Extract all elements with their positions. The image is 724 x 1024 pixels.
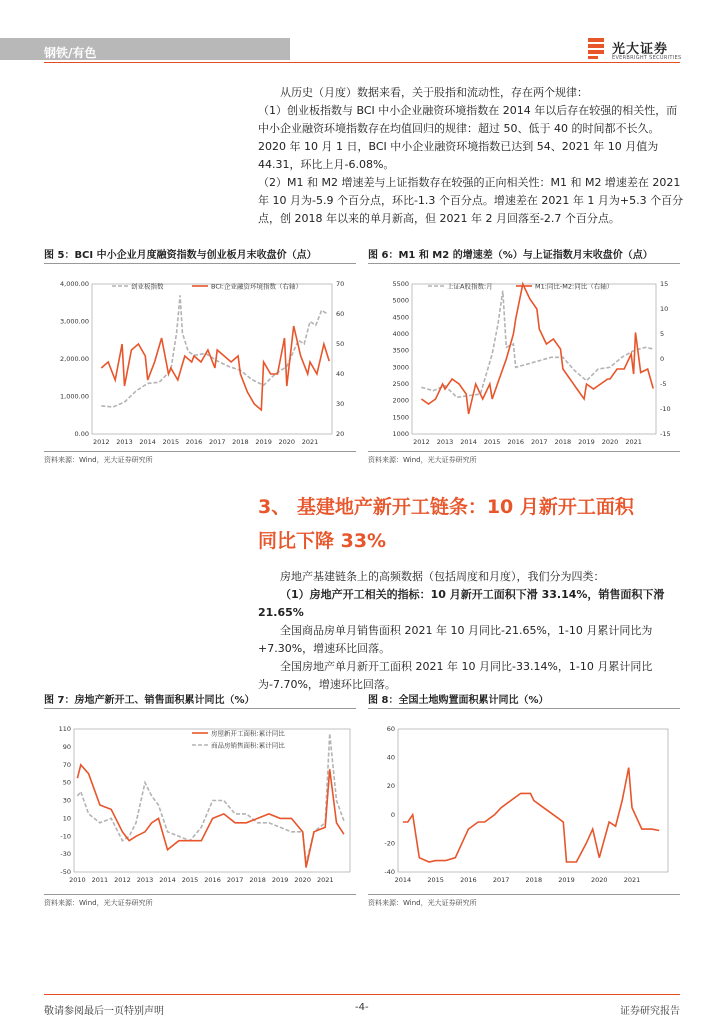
fig7-xtick: 2017 — [226, 876, 244, 884]
fig5-bottom-divider — [44, 451, 356, 452]
intro-block — [258, 84, 686, 228]
fig8-title: 图 8：全国土地购置面积累计同比（%） — [368, 695, 549, 706]
fig5-chart — [44, 270, 356, 450]
section-heading-line-2: 同比下降 33% — [258, 530, 387, 552]
fig5-xtick: 2020 — [278, 438, 296, 446]
fig7-xtick: 2020 — [294, 876, 311, 884]
fig6-chart — [368, 270, 680, 450]
fig7-ytick-left: 90 — [62, 742, 71, 751]
header-divider — [44, 62, 680, 63]
fig7-ytick-left: 50 — [62, 778, 71, 787]
fig5-ytick-left: 0.00 — [74, 430, 89, 438]
fig7-xtick: 2010 — [69, 876, 86, 884]
fig5-ytick-right: 30 — [336, 400, 345, 408]
fig7-xtick: 2013 — [136, 876, 154, 884]
fig6-xtick: 2017 — [531, 438, 548, 446]
fig7-ytick-left: -50 — [60, 868, 71, 876]
fig7-chart — [44, 715, 356, 890]
logo-icon — [586, 36, 606, 60]
fig7-title: 图 7：房地产新开工、销售面积累计同比（%） — [44, 695, 255, 706]
fig7-ytick-left: 110 — [58, 725, 71, 733]
fig5-ytick-right: 60 — [336, 310, 345, 318]
fig8-xtick: 2021 — [623, 876, 641, 884]
fig7-ytick-left: -30 — [60, 850, 71, 859]
fig5-xtick: 2013 — [116, 438, 133, 446]
fig5-series-chinext — [101, 295, 327, 407]
fig6-divider — [368, 263, 680, 264]
fig7-xtick: 2014 — [159, 876, 176, 884]
footer-report-type: 证券研究报告 — [620, 1006, 680, 1017]
fig7-legend-label: 房屋新开工面积:累计同比 — [211, 729, 285, 738]
fig7-xtick: 2016 — [204, 876, 221, 884]
fig8-xtick: 2015 — [427, 876, 444, 884]
fig5-xtick: 2012 — [93, 438, 110, 446]
fig8-xtick: 2017 — [492, 876, 510, 884]
fig6-ytick-left: 5500 — [392, 280, 409, 288]
fig7-xtick: 2018 — [249, 876, 266, 884]
fig8-ytick-left: -40 — [384, 868, 395, 876]
fig7-divider — [44, 708, 356, 709]
logo-text: 光大证券 — [612, 42, 669, 57]
fig6-ytick-left: 3000 — [392, 363, 409, 372]
fig8-divider — [368, 708, 680, 709]
fig7-xtick: 2015 — [181, 876, 199, 884]
footer-divider — [44, 994, 680, 995]
fig5-ytick-left: 4,000.00 — [60, 280, 89, 288]
intro-para-1: 从历史（月度）数据来看，关于股指和流动性，存在两个规律： — [280, 86, 588, 99]
fig6-ytick-left: 1500 — [392, 413, 409, 422]
sector-label: 钢铁/有色 — [44, 46, 97, 60]
body3-para-4: 全国房地产单月新开工面积 2021 年 10 月同比-33.14%，1-10 月累计同比为-7.70%，增速环比回落。 — [258, 660, 653, 691]
fig5-xtick: 2014 — [139, 438, 156, 446]
fig8-xtick: 2018 — [525, 876, 543, 884]
fig6-xtick: 2013 — [436, 438, 454, 446]
fig6-ytick-left: 2500 — [392, 380, 409, 388]
fig6-xtick: 2014 — [460, 438, 477, 446]
fig6-plot-frame — [412, 284, 656, 434]
fig8-source: 资料来源：Wind，光大证券研究所 — [368, 899, 477, 907]
fig6-ytick-right: 15 — [660, 280, 669, 288]
fig7-bottom-divider — [44, 894, 356, 895]
fig8-series-land — [403, 768, 659, 862]
intro-para-2: （1）创业板指数与 BCI 中小企业融资环境指数在 2014 年以后存在较强的相关性，而中小企业融资环境指数存在均值回归的规律：超过 50、低于 40 的时间都不长久。2020 年 10 月 1 日，BCI 中小企业融资环境指数已达到 54、2021 年 10 月值为 44.31，环比上月-6.08%。 — [258, 104, 678, 171]
fig6-ytick-left: 3500 — [392, 346, 409, 355]
body3-para-3: 全国商品房单月销售面积 2021 年 10 月同比-21.65%，1-10 月累计同比为+7.30%，增速环比回落。 — [258, 624, 653, 655]
fig8-xtick: 2016 — [460, 876, 477, 884]
fig8-ytick-left: 60 — [386, 725, 395, 733]
fig6-ytick-left: 2000 — [392, 396, 409, 405]
fig8-xtick: 2019 — [558, 876, 575, 884]
fig6-ytick-right: -10 — [660, 405, 671, 413]
fig5-title: 图 5：BCI 中小企业月度融资指数与创业板月末收盘价（点） — [44, 250, 317, 261]
fig6-series-m1m2 — [421, 284, 653, 414]
body3-para-1: 房地产基建链条上的高频数据（包括周度和月度），我们分为四类： — [280, 570, 605, 583]
fig6-ytick-right: -15 — [660, 430, 671, 438]
logo-subtext: EVERBRIGHT SECURITIES — [612, 55, 682, 61]
fig5-series-bci — [101, 326, 329, 410]
section-heading-line-1: 3、 基建地产新开工链条：10 月新开工面积 — [258, 496, 634, 518]
fig5-xtick: 2021 — [301, 438, 319, 446]
fig8-ytick-left: 20 — [386, 782, 395, 791]
fig7-xtick: 2012 — [114, 876, 131, 884]
fig8-xtick: 2020 — [590, 876, 608, 884]
body3-block — [258, 568, 686, 694]
page-number: -4- — [355, 1002, 369, 1013]
fig6-bottom-divider — [368, 451, 680, 452]
fig7-xtick: 2019 — [271, 876, 289, 884]
fig8-ytick-left: 0 — [390, 810, 395, 819]
fig5-legend-label: 创业板指数 — [131, 282, 164, 291]
intro-para-3: （2）M1 和 M2 增速差与上证指数存在较强的正向相关性：M1 和 M2 增速差在 2021 年 10 月为-5.9 个百分点，环比-1.3 个百分点。增速差在 2021 年 1 月为+5.3 个百分点，创 2018 年以来的单月新高，但 2021 年 2 月回落至-2.7 个百分点。 — [258, 176, 684, 225]
fig8-ytick-left: 40 — [386, 753, 395, 762]
fig5-ytick-left: 3,000.00 — [60, 317, 89, 326]
fig8-bottom-divider — [368, 894, 680, 895]
fig7-legend-label: 商品房销售面积:累计同比 — [211, 741, 285, 750]
fig5-xtick: 2017 — [208, 438, 226, 446]
fig8-ytick-left: -20 — [384, 839, 395, 848]
fig6-ytick-left: 4500 — [392, 313, 409, 322]
fig7-ytick-left: 10 — [62, 814, 71, 823]
fig6-ytick-right: 5 — [660, 330, 665, 338]
fig5-source: 资料来源：Wind，光大证券研究所 — [44, 456, 153, 464]
fig5-ytick-right: 70 — [336, 280, 345, 288]
fig6-ytick-left: 4000 — [392, 330, 409, 338]
fig7-xtick: 2021 — [316, 876, 334, 884]
fig6-xtick: 2018 — [554, 438, 572, 446]
fig5-xtick: 2016 — [185, 438, 203, 446]
fig5-legend-label: BCI:企业融资环境指数（右轴） — [211, 282, 302, 291]
fig7-ytick-left: -10 — [60, 832, 71, 841]
fig6-ytick-right: 0 — [660, 355, 665, 363]
footer-disclaimer: 敬请参阅最后一页特别声明 — [44, 1006, 164, 1017]
fig6-title: 图 6：M1 和 M2 的增速差（%）与上证指数月末收盘价（点） — [368, 250, 653, 261]
fig7-ytick-left: 70 — [62, 760, 71, 769]
fig6-legend-label: M1:同比-M2:同比（右轴） — [535, 282, 614, 291]
fig6-source: 资料来源：Wind，光大证券研究所 — [368, 456, 477, 464]
fig5-ytick-left: 1,000.00 — [60, 392, 89, 401]
fig7-ytick-left: 30 — [62, 796, 71, 805]
fig6-ytick-right: -5 — [660, 380, 667, 388]
fig6-legend-label: 上证A股指数:月 — [447, 282, 493, 291]
fig7-xtick: 2011 — [91, 876, 109, 884]
fig5-divider — [44, 263, 356, 264]
fig7-series-newstarts — [77, 765, 344, 868]
fig8-chart — [368, 715, 680, 890]
fig5-ytick-right: 20 — [336, 430, 345, 438]
fig6-ytick-right: 10 — [660, 305, 669, 313]
fig6-xtick: 2019 — [578, 438, 595, 446]
fig5-ytick-right: 40 — [336, 370, 345, 378]
fig5-xtick: 2015 — [162, 438, 180, 446]
fig5-ytick-right: 50 — [336, 340, 345, 348]
fig6-xtick: 2021 — [625, 438, 642, 446]
fig5-xtick: 2018 — [232, 438, 249, 446]
fig6-xtick: 2015 — [483, 438, 501, 446]
fig7-source: 资料来源：Wind，光大证券研究所 — [44, 899, 153, 907]
fig6-ytick-left: 1000 — [392, 430, 409, 438]
fig6-xtick: 2012 — [413, 438, 430, 446]
fig6-ytick-left: 5000 — [392, 296, 409, 305]
fig6-xtick: 2016 — [507, 438, 525, 446]
fig5-ytick-left: 2,000.00 — [60, 355, 89, 363]
body3-para-2: （1）房地产开工相关的指标：10 月新开工面积下滑 33.14%，销售面积下滑 21.65% — [258, 588, 665, 619]
fig5-xtick: 2019 — [255, 438, 272, 446]
fig6-xtick: 2020 — [601, 438, 619, 446]
fig8-xtick: 2014 — [394, 876, 412, 884]
